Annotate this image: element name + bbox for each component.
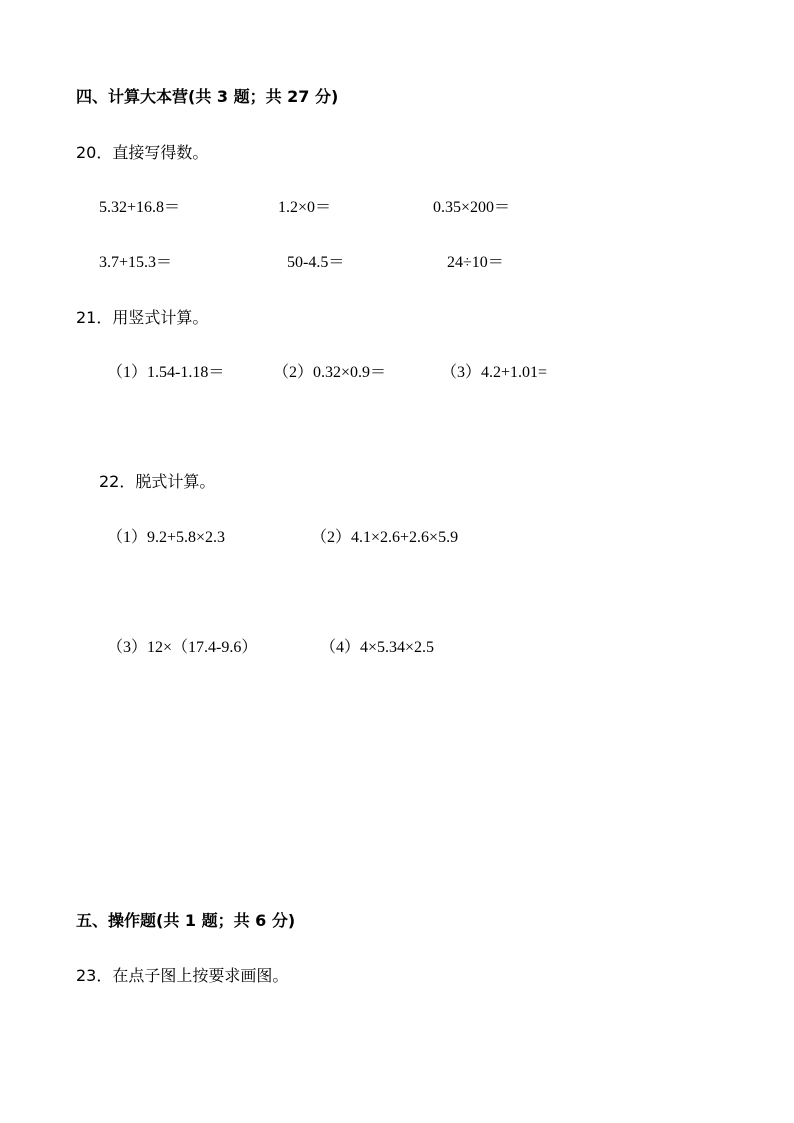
q21-item-3: （3）4.2+1.01= bbox=[441, 364, 548, 381]
section-five-title: 五、操作题(共 1 题；共 6 分) bbox=[76, 911, 296, 930]
q20-item-6: 24÷10＝ bbox=[447, 254, 504, 271]
q20-item-2: 1.2×0＝ bbox=[278, 199, 332, 216]
q22-item-2: （2）4.1×2.6+2.6×5.9 bbox=[311, 529, 459, 546]
q22-item-3: （3）12×（17.4-9.6） bbox=[107, 639, 258, 656]
q21-item-1: （1）1.54-1.18＝ bbox=[107, 364, 225, 381]
q20-item-4: 3.7+15.3＝ bbox=[99, 254, 173, 271]
section-four-title: 四、计算大本营(共 3 题；共 27 分) bbox=[76, 87, 339, 106]
question-21-title: 21．用竖式计算。 bbox=[76, 308, 209, 327]
q22-item-4: （4）4×5.34×2.5 bbox=[320, 639, 435, 656]
q20-item-5: 50-4.5＝ bbox=[287, 254, 345, 271]
q20-item-1: 5.32+16.8＝ bbox=[99, 199, 181, 216]
q22-item-1: （1）9.2+5.8×2.3 bbox=[107, 529, 226, 546]
question-22-title: 22．脱式计算。 bbox=[99, 472, 216, 491]
q20-item-3: 0.35×200＝ bbox=[433, 199, 511, 216]
question-23-title: 23．在点子图上按要求画图。 bbox=[76, 966, 289, 985]
question-20-title: 20．直接写得数。 bbox=[76, 143, 209, 162]
q21-item-2: （2）0.32×0.9＝ bbox=[273, 364, 387, 381]
